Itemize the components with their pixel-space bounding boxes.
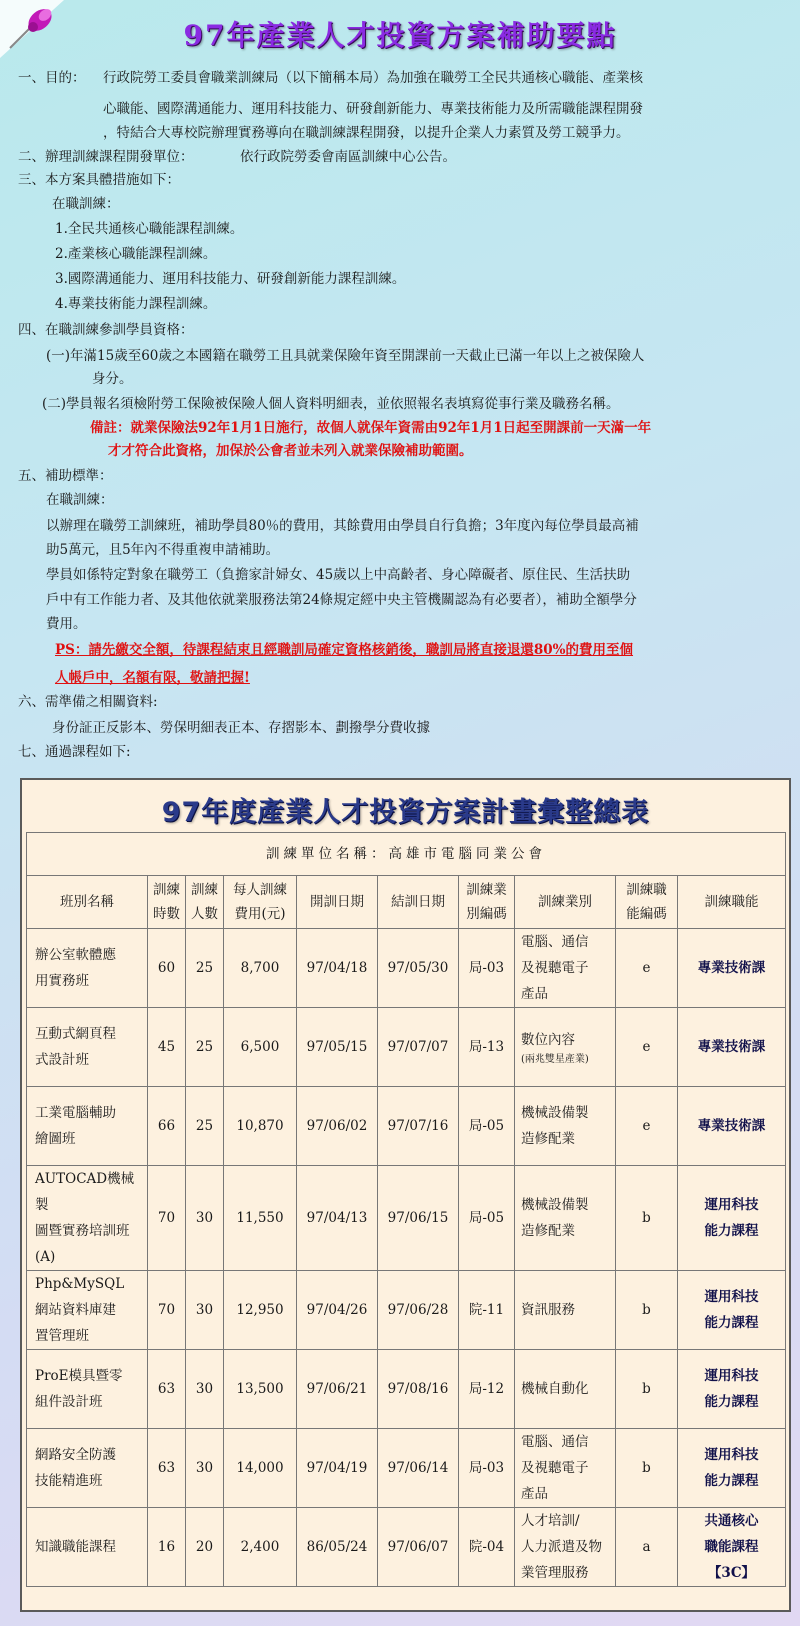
cell-end-date: 97/06/14 [378,1429,459,1508]
cell-industry-code: 局-05 [459,1166,515,1271]
cell-industry-code: 局-03 [459,929,515,1008]
table-row [27,1087,786,1166]
header-industry-code: 訓練業 別編碼 [459,876,515,929]
cell-start-date: 97/06/02 [297,1087,378,1166]
cell-fee: 14,000 [224,1429,297,1508]
section-3-sub: 在職訓練： [52,196,120,212]
table-row [27,1350,786,1429]
table-row [27,1008,786,1087]
section-5-ps-cont: 人帳戶中，名額有限，敬請把握! [55,670,250,686]
section-1-line: 行政院勞工委員會職業訓練局（以下簡稱本局）為加強在職勞工全民共通核心職能、產業核 [103,70,643,86]
section-4-item-1: (一)年滿15歲至60歲之本國籍在職勞工且具就業保險年資至開課前一天截止已滿一年以上之被保險人 [46,348,645,364]
cell-class-name: AUTOCAD機械製 圖暨實務培訓班 (A) [27,1166,148,1271]
cell-hours: 70 [148,1166,186,1271]
cell-function-code: e [616,1087,678,1166]
cell-industry-code: 局-12 [459,1350,515,1429]
table-title: 97年度產業人才投資方案計畫彙整總表 [161,797,650,828]
section-5-para: 學員如係特定對象在職勞工（負擔家計婦女、45歲以上中高齡者、身心障礙者、原住民、生活扶助 [46,567,631,583]
cell-function-code: b [616,1429,678,1508]
cell-function-code: e [616,1008,678,1087]
cell-people: 30 [186,1271,224,1350]
cell-industry: 人才培訓/ 人力派遣及物 業管理服務 [515,1508,616,1587]
cell-people: 30 [186,1350,224,1429]
cell-industry: 機械設備製 造修配業 [515,1087,616,1166]
cell-start-date: 97/05/15 [297,1008,378,1087]
cell-hours: 63 [148,1429,186,1508]
section-5-para: 費用。 [46,616,87,632]
cell-fee: 11,550 [224,1166,297,1271]
table-header-row [27,876,786,929]
section-5-para: 助5萬元，且5年內不得重複申請補助。 [46,542,280,558]
cell-end-date: 97/08/16 [378,1350,459,1429]
cell-function: 專業技術課 [678,1087,786,1166]
cell-industry: 機械設備製 造修配業 [515,1166,616,1271]
cell-fee: 8,700 [224,929,297,1008]
table-row [27,1166,786,1271]
cell-industry-code: 院-11 [459,1271,515,1350]
cell-class-name: 互動式網頁程 式設計班 [27,1008,148,1087]
table-row [27,1429,786,1508]
section-5-label: 五、補助標準： [18,468,113,484]
cell-class-name: 網路安全防護 技能精進班 [27,1429,148,1508]
cell-industry-code: 院-04 [459,1508,515,1587]
cell-function-code: a [616,1508,678,1587]
course-table-panel [20,778,791,1612]
section-2-label: 二、辦理訓練課程開發單位： [18,149,194,165]
cell-industry: 數位內容 (兩兆雙星產業) [515,1008,616,1087]
cell-fee: 2,400 [224,1508,297,1587]
section-1-line: ，特結合大專校院辦理實務導向在職訓練課程開發，以提升企業人力素質及勞工競爭力。 [103,125,630,141]
section-1-label: 一、目的： [18,70,86,86]
section-4-label: 四、在職訓練參訓學員資格： [18,322,194,338]
cell-class-name: ProE模具暨零 組件設計班 [27,1350,148,1429]
cell-class-name: Php&MySQL 網站資料庫建 置管理班 [27,1271,148,1350]
cell-function: 專業技術課 [678,929,786,1008]
header-people: 訓練 人數 [186,876,224,929]
cell-industry: 機械自動化 [515,1350,616,1429]
table-row [27,929,786,1008]
section-3-item: 4.專業技術能力課程訓練。 [55,296,217,312]
training-unit-name: 訓練單位名稱：高雄市電腦同業公會 [27,833,786,876]
cell-start-date: 97/04/13 [297,1166,378,1271]
section-5-ps: PS：請先繳交全額，待課程結束且經職訓局確定資格核銷後，職訓局將直接退還80%的費用至個 [55,642,634,658]
cell-end-date: 97/07/07 [378,1008,459,1087]
table-row [27,1508,786,1587]
section-5-para: 戶中有工作能力者、及其他依就業服務法第24條規定經中央主管機關認為有必要者），補助全額學分 [46,592,637,608]
section-3-item: 2.產業核心職能課程訓練。 [55,246,217,262]
cell-fee: 13,500 [224,1350,297,1429]
cell-class-name: 工業電腦輔助 繪圖班 [27,1087,148,1166]
cell-hours: 16 [148,1508,186,1587]
cell-fee: 12,950 [224,1271,297,1350]
course-table [26,832,786,1587]
section-3-item: 3.國際溝通能力、運用科技能力、研發創新能力課程訓練。 [55,271,406,287]
cell-hours: 60 [148,929,186,1008]
section-4-item-1-cont: 身分。 [92,371,133,387]
page-title: 97年產業人才投資方案補助要點 [183,19,617,52]
cell-industry-code: 局-13 [459,1008,515,1087]
cell-fee: 10,870 [224,1087,297,1166]
cell-function: 運用科技 能力課程 [678,1429,786,1508]
header-function-code: 訓練職 能編碼 [616,876,678,929]
cell-function-code: b [616,1166,678,1271]
section-6-label: 六、需準備之相關資料: [18,694,158,710]
header-function: 訓練職能 [678,876,786,929]
cell-people: 25 [186,1008,224,1087]
section-5-sub: 在職訓練： [46,492,114,508]
cell-function: 專業技術課 [678,1008,786,1087]
cell-people: 25 [186,1087,224,1166]
cell-function: 運用科技 能力課程 [678,1166,786,1271]
cell-industry: 電腦、通信 及視聽電子 產品 [515,929,616,1008]
cell-people: 20 [186,1508,224,1587]
cell-start-date: 97/06/21 [297,1350,378,1429]
section-7-label: 七、通過課程如下: [18,744,131,760]
cell-end-date: 97/06/07 [378,1508,459,1587]
section-2-text: 依行政院勞委會南區訓練中心公告。 [240,149,456,165]
cell-end-date: 97/05/30 [378,929,459,1008]
cell-class-name: 知識職能課程 [27,1508,148,1587]
cell-people: 30 [186,1166,224,1271]
cell-function: 運用科技 能力課程 [678,1271,786,1350]
cell-end-date: 97/06/28 [378,1271,459,1350]
cell-start-date: 97/04/19 [297,1429,378,1508]
header-start-date: 開訓日期 [297,876,378,929]
table-row [27,1271,786,1350]
cell-end-date: 97/06/15 [378,1166,459,1271]
cell-industry-code: 局-05 [459,1087,515,1166]
header-fee: 每人訓練 費用(元) [224,876,297,929]
section-1-line: 心職能、國際溝通能力、運用科技能力、研發創新能力、專業技術能力及所需職能課程開發 [103,101,643,117]
section-6-text: 身份証正反影本、勞保明細表正本、存摺影本、劃撥學分費收據 [52,720,430,736]
section-5-para: 以辦理在職勞工訓練班，補助學員80％的費用，其餘費用由學員自行負擔；3年度內每位學員最高補 [46,518,639,534]
header-industry: 訓練業別 [515,876,616,929]
cell-fee: 6,500 [224,1008,297,1087]
header-end-date: 結訓日期 [378,876,459,929]
section-4-note-cont: 才才符合此資格，加保於公會者並未列入就業保險補助範圍。 [108,443,473,459]
cell-hours: 70 [148,1271,186,1350]
header-class-name: 班別名稱 [27,876,148,929]
cell-hours: 45 [148,1008,186,1087]
cell-start-date: 86/05/24 [297,1508,378,1587]
cell-hours: 66 [148,1087,186,1166]
section-4-item-2: (二)學員報名須檢附勞工保險被保險人個人資料明細表，並依照報名表填寫從事行業及職務名稱。 [42,396,620,412]
cell-function: 共通核心 職能課程 【3C】 [678,1508,786,1587]
cell-function-code: b [616,1350,678,1429]
section-3-item: 1.全民共通核心職能課程訓練。 [55,221,244,237]
cell-function: 運用科技 能力課程 [678,1350,786,1429]
cell-class-name: 辦公室軟體應 用實務班 [27,929,148,1008]
cell-start-date: 97/04/18 [297,929,378,1008]
cell-end-date: 97/07/16 [378,1087,459,1166]
cell-industry: 電腦、通信 及視聽電子 產品 [515,1429,616,1508]
header-hours: 訓練 時數 [148,876,186,929]
cell-people: 25 [186,929,224,1008]
cell-start-date: 97/04/26 [297,1271,378,1350]
section-4-note: 備註：就業保險法92年1月1日施行，故個人就保年資需由92年1月1日起至開課前一天滿一年 [90,420,652,436]
cell-people: 30 [186,1429,224,1508]
cell-function-code: e [616,929,678,1008]
cell-industry-code: 局-03 [459,1429,515,1508]
cell-function-code: b [616,1271,678,1350]
cell-industry: 資訊服務 [515,1271,616,1350]
cell-hours: 63 [148,1350,186,1429]
section-3-label: 三、本方案具體措施如下： [18,172,180,188]
